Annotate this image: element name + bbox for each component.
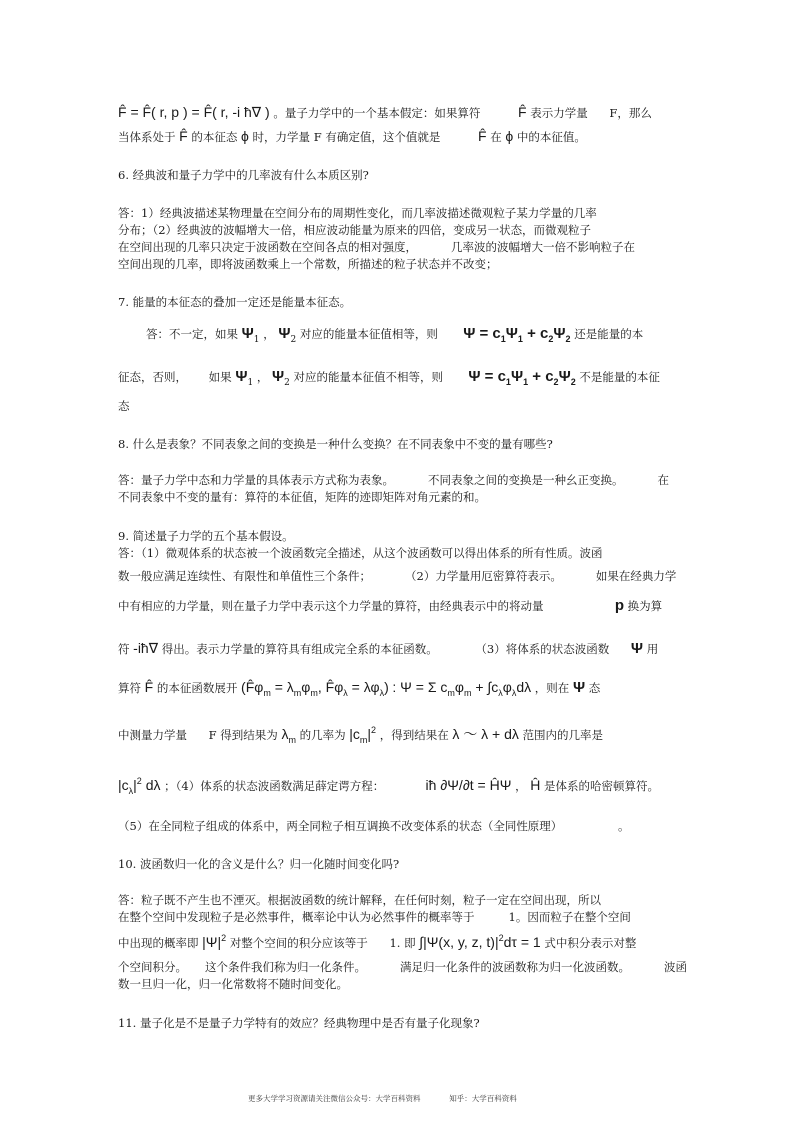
answer-10-line-3: [118, 934, 636, 952]
text: φ: [454, 679, 464, 695]
math-F-hat: F̂: [518, 104, 527, 120]
subscript: 2: [548, 334, 554, 344]
text: Ψ: [505, 325, 518, 342]
subscript: 1: [505, 377, 511, 387]
text: 在整个空间中发现粒子是必然事件，概率论中认为必然事件的概率等于: [118, 910, 475, 924]
text: 答：不一定，如果: [146, 327, 238, 341]
text: 满足归一化条件的波函数称为归一化波函数。: [400, 960, 630, 974]
superscript: 2: [221, 933, 227, 943]
answer-6-line-2: 分布；（2）经典波的波幅增大一倍，相应波动能量为原来的四倍，变成另一状态，而微观粒子: [118, 223, 592, 237]
text: 波函: [664, 960, 687, 974]
question-7: 7. 能量的本征态的叠加一定还是能量本征态。: [118, 295, 352, 309]
subscript: m: [293, 688, 302, 698]
text: ，: [515, 779, 527, 793]
subscript: 1: [253, 335, 260, 345]
text: dλ: [145, 777, 161, 793]
subscript: 1: [247, 378, 254, 388]
normalization-integral: [419, 934, 540, 950]
text: F 有确定值，这个值就是: [313, 130, 441, 144]
text: Ψ: [553, 325, 566, 342]
text: 答：量子力学中态和力学量的具体表示方式称为表象。: [118, 473, 394, 487]
expansion-formula: [392, 679, 532, 698]
subscript: 1: [500, 334, 506, 344]
answer-10-line-2: [118, 909, 631, 925]
text: iħ ∂Ψ/∂t: [425, 777, 474, 793]
text: λ: [281, 726, 289, 742]
text: 不同表象之间的变换是一种幺正变换。: [428, 473, 624, 487]
text: 时，力学量: [252, 130, 311, 144]
text: |: [367, 726, 372, 742]
text: + ∫c: [471, 679, 499, 695]
text: |Ψ|: [202, 934, 222, 950]
answer-7-line-3: 态: [118, 399, 130, 413]
text: 式中积分表示对整: [544, 936, 637, 950]
text: 不是能量的本征: [579, 370, 660, 384]
subscript: 1: [523, 377, 529, 387]
operator-definition-formula: F̂ = F̂( r, p ) = F̂( r, -i ħ∇ ): [118, 104, 270, 120]
text: , F̂φ: [317, 679, 344, 695]
subscript: λ: [379, 688, 385, 698]
answer-7-line-2: [118, 369, 660, 387]
subscript: λ: [498, 688, 503, 698]
text: + c: [527, 325, 549, 342]
subscript: m: [447, 688, 455, 698]
footer-left: 更多大学学习资源请关注微信公众号：大学百科资料: [248, 1094, 421, 1103]
answer-8-line-1: [118, 472, 669, 488]
text: Ψ = c: [463, 325, 501, 342]
math-psi2: Ψ: [272, 368, 285, 385]
text: （3）将体系的状态波函数: [475, 642, 610, 656]
math-psi2: Ψ: [278, 325, 291, 342]
text: |c: [349, 726, 360, 742]
math-H-hat: Ĥ: [530, 777, 541, 793]
text: = ĤΨ: [473, 777, 512, 793]
text: 这个条件我们称为归一化条件。: [205, 960, 366, 974]
answer-9-line-7: [118, 777, 659, 795]
text: 态: [588, 681, 601, 695]
subscript: λ: [128, 786, 134, 796]
subscript: m: [359, 735, 368, 745]
superposition-formula: [468, 368, 575, 385]
math-phi: ϕ: [241, 128, 249, 144]
text: 如果: [208, 370, 232, 384]
math-psi1: Ψ: [235, 368, 248, 385]
text: 用: [646, 642, 659, 656]
text: 几率波的波幅增大一倍不影响粒子在: [451, 240, 635, 254]
answer-6-line-4: 空间出现的几率，即将波函数乘上一个常数，所描述的粒子状态并不改变；: [118, 257, 498, 271]
text: 。量子力学中的一个基本假定：如果算符: [273, 106, 481, 120]
superposition-formula: [463, 325, 570, 342]
text: 在: [490, 130, 502, 144]
text: (F̂φ: [241, 679, 264, 695]
text: 如果在经典力学: [595, 569, 677, 583]
math-psi1: Ψ: [241, 325, 254, 342]
text: Ψ = c: [468, 368, 506, 385]
answer-10-line-1: 答：粒子既不产生也不湮灭。根据波函数的统计解释，在任何时刻，粒子一定在空间出现，所以: [118, 893, 601, 907]
answer-10-line-4: [118, 959, 687, 975]
text: 对应的能量本征值不相等，则: [293, 370, 444, 384]
text: 1. 即: [389, 936, 416, 950]
footer-note: [248, 1093, 517, 1104]
text: 符: [118, 642, 130, 656]
question-9: 9. 简述量子力学的五个基本假设。: [118, 529, 294, 543]
math-lambda-range: λ ～ λ + dλ: [452, 726, 519, 742]
superscript: 2: [498, 933, 504, 943]
subscript: m: [263, 688, 271, 698]
math-phi: ϕ: [505, 128, 514, 144]
text: ，得到结果在: [379, 728, 449, 742]
text: 中有相应的力学量，则在量子力学中表示这个力学量的算符，由经典表示中的将动量: [118, 599, 544, 613]
text: 。: [617, 819, 630, 833]
text: = λ: [270, 679, 294, 695]
math-F-hat: F̂: [477, 128, 487, 144]
footer-right: 知乎：大学百科资料: [449, 1094, 517, 1103]
text: 的本征函数展开: [156, 681, 238, 695]
math-p-vector: p: [614, 597, 624, 614]
text: |c: [118, 777, 129, 793]
text: 1。因而粒子在整个空间: [508, 910, 631, 924]
text: ；（4）体系的状态波函数满足薛定谔方程：: [164, 779, 385, 793]
text: F 得到结果为: [208, 728, 278, 742]
math-abs-clambda-squared: [118, 776, 161, 796]
subscript: 2: [570, 377, 576, 387]
text: ，: [256, 370, 269, 384]
subscript: 2: [290, 335, 297, 345]
text: φ: [502, 679, 512, 695]
text: 表示力学量: [530, 106, 588, 120]
text: dλ: [516, 679, 532, 695]
math-F-hat: F̂: [179, 128, 188, 144]
line-01: [118, 104, 652, 121]
text: φ: [301, 679, 311, 695]
text: 当体系处于: [118, 130, 176, 144]
subscript: 1: [517, 334, 523, 344]
math-lambda-m: [281, 726, 296, 745]
text: 得出。表示力学量的算符具有组成完全系的本征函数。: [161, 642, 438, 656]
math-psi: Ψ: [630, 640, 644, 657]
question-8: 8. 什么是表象？不同表象之间的变换是一种什么变换？在不同表象中不变的量有哪些?: [118, 437, 553, 451]
superscript: 2: [136, 776, 142, 786]
answer-9-line-5: [118, 679, 600, 697]
text: 个空间积分。: [118, 960, 187, 974]
text: 换为算: [627, 599, 663, 613]
subscript: m: [463, 688, 472, 698]
text: dτ = 1: [503, 934, 541, 950]
subscript: λ: [511, 688, 517, 698]
subscript: 2: [553, 377, 559, 387]
answer-9-line-4: [118, 640, 658, 657]
answer-6-line-3: [118, 239, 635, 255]
answer-8-line-2: 不同表象中不变的量有：算符的本征值，矩阵的迹即矩阵对角元素的和。: [118, 490, 486, 504]
math-abs-cm-squared: [349, 725, 377, 745]
text: |: [133, 777, 137, 793]
math-F-hat: F̂: [144, 679, 154, 695]
text: 的几率为: [299, 728, 346, 742]
answer-10-line-5: 数一旦归一化，归一化常数将不随时间变化。: [118, 977, 348, 991]
answer-6-line-1: 答：1）经典波描述某物理量在空间分布的周期性变化，而几率波描述微观粒子某力学量的几率: [118, 206, 597, 220]
text: 在空间出现的几率只决定于波函数在空间各点的相对强度，: [118, 240, 417, 254]
subscript: m: [310, 688, 318, 698]
answer-9-line-3: [118, 598, 662, 614]
text: + c: [532, 368, 554, 385]
answer-7-line-1: [146, 326, 643, 344]
text: （5）在全同粒子组成的体系中，两全同粒子相互调换不改变体系的状态（全同性原理）: [118, 819, 563, 833]
subscript: m: [288, 735, 296, 745]
text: ，: [263, 327, 275, 341]
text: 对整个空间的积分应该等于: [229, 936, 368, 950]
subscript: λ: [343, 688, 348, 698]
text: Ψ: [558, 368, 571, 385]
text: 算符: [118, 681, 141, 695]
text: 还是能量的本: [574, 327, 644, 341]
line-02: [118, 128, 586, 145]
question-11: 11. 量子化是不是量子力学特有的效应？经典物理中是否有量子化现象?: [118, 1016, 480, 1030]
text: 征态，否则，: [118, 370, 187, 384]
text: 是体系的哈密顿算符。: [544, 779, 659, 793]
text: ，则在: [534, 681, 570, 695]
text: 中的本征值。: [516, 130, 586, 144]
text: 对应的能量本征值相等，则: [299, 327, 438, 341]
subscript: 2: [284, 378, 290, 388]
superscript: 2: [371, 725, 377, 735]
text: （2）力学量用厄密算符表示。: [405, 569, 562, 583]
eigen-equations: [241, 679, 389, 698]
text: = λφ: [347, 679, 380, 695]
question-10: 10. 波函数归一化的含义是什么？归一化随时间变化吗?: [118, 857, 400, 871]
text: 范围内的几率是: [522, 728, 604, 742]
math-momentum-operator: -iħ∇: [133, 640, 159, 656]
schrodinger-equation: [426, 777, 512, 793]
question-6: 6. 经典波和量子力学中的几率波有什么本质区别?: [118, 168, 369, 182]
text: ∫|Ψ(x, y, z, t)|: [419, 934, 499, 950]
text: ): [384, 679, 389, 695]
answer-9-line-6: [118, 726, 603, 744]
text: F，那么: [609, 106, 652, 120]
text: 在: [657, 473, 669, 487]
text: 中测量力学量: [118, 728, 187, 742]
answer-9-line-2: [118, 568, 676, 584]
answer-9-line-1: 答：（1）微观体系的状态被一个波函数完全描述，从这个波函数可以得出体系的所有性质。波函: [118, 546, 603, 560]
subscript: 2: [565, 334, 571, 344]
text: : Ψ = Σ c: [392, 679, 448, 695]
math-psi: Ψ: [572, 679, 586, 696]
text: 中出现的概率即: [118, 936, 199, 950]
text: 数一般应满足连续性、有限性和单值性三个条件；: [118, 569, 371, 583]
math-abs-psi-squared: [202, 934, 226, 950]
answer-9-line-8: [118, 818, 629, 834]
text: 的本征态: [191, 130, 238, 144]
text: Ψ: [510, 368, 524, 385]
